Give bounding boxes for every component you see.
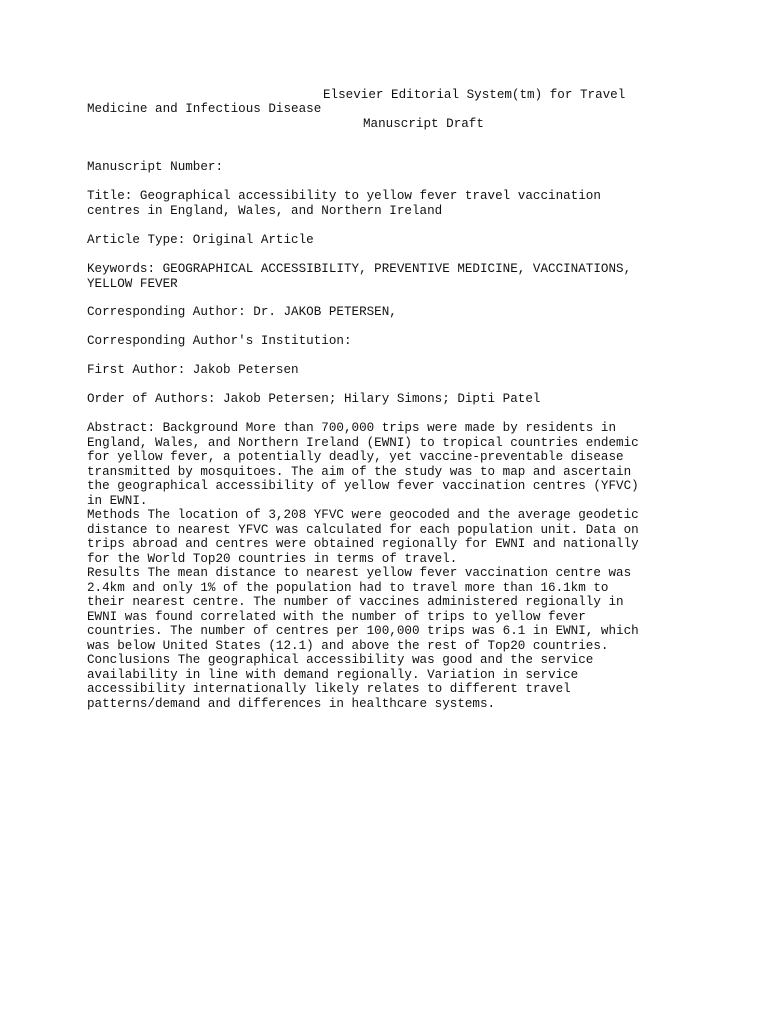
first-author: First Author: Jakob Petersen [87,363,299,377]
corresponding-author: Corresponding Author: Dr. JAKOB PETERSEN, [87,305,397,319]
manuscript-draft-label: Manuscript Draft [363,117,484,131]
corresponding-institution: Corresponding Author's Institution: [87,334,352,348]
order-of-authors: Order of Authors: Jakob Petersen; Hilary Simons; Dipti Patel [87,392,541,406]
abstract: Abstract: Background More than 700,000 trips were made by residents in England, Wales, and Northern Ireland (EWNI) to tropical countries endemic for yellow fever, a potentially deadly, yet vaccine-preventable disease transmitted by mosquitoes. The aim of the study was to map and ascertain the geographical accessibility of yellow fever vaccination centres (YFVC) in EWNI. Methods The location of 3,208 YFVC were geocoded and the average geodetic distance to nearest YFVC was calculated for each population unit. Data on trips abroad and centres were obtained regionally for EWNI and nationally for the World Top20 countries in terms of travel. Results The mean distance to nearest yellow fever vaccination centre was 2.4km and only 1% of the population had to travel more than 16.1km to their nearest centre. The number of vaccines administered regionally in EWNI was found correlated with the number of trips to yellow fever countries. The number of centres per 100,000 trips was 6.1 in EWNI, which was below United States (12.1) and above the rest of Top20 countries. Conclusions The geographical accessibility was good and the service availability in line with demand regionally. Variation in service accessibility internationally likely relates to different travel patterns/demand and differences in healthcare systems. [87,421,639,711]
keywords: Keywords: GEOGRAPHICAL ACCESSIBILITY, PREVENTIVE MEDICINE, VACCINATIONS, YELLOW FEVER [87,262,632,291]
system-title-line2: Medicine and Infectious Disease [87,102,322,116]
manuscript-number: Manuscript Number: [87,160,224,174]
system-title-line1: Elsevier Editorial System(tm) for Travel [323,88,626,102]
article-type: Article Type: Original Article [87,233,314,247]
manuscript-title: Title: Geographical accessibility to yellow fever travel vaccination centres in England, Wales, and Northern Ireland [87,189,601,218]
